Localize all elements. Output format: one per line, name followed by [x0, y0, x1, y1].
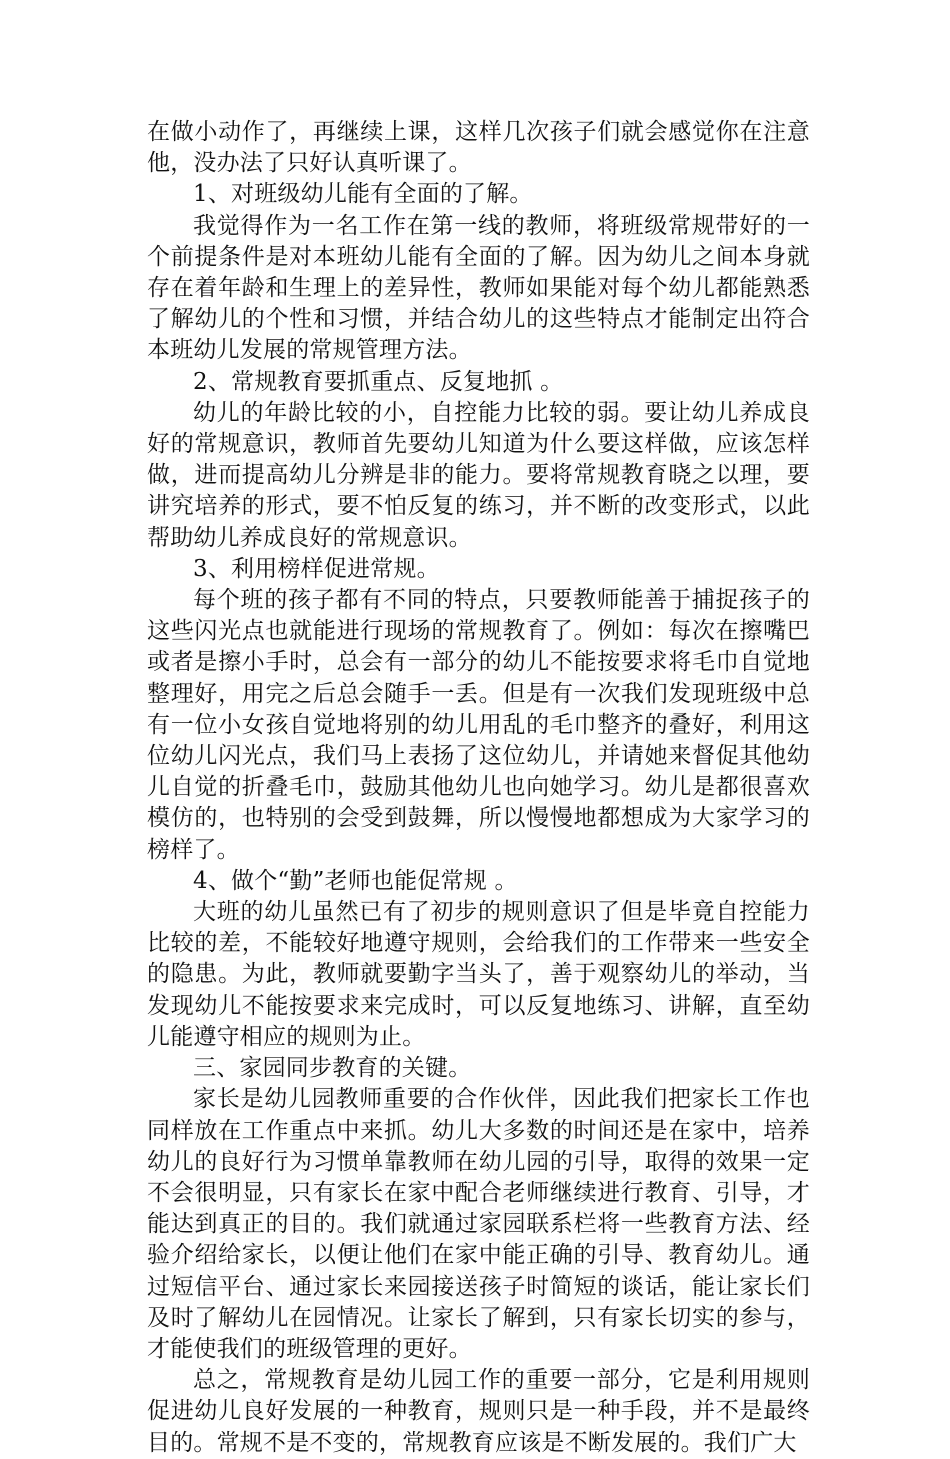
heading-focus-repeat: 2、常规教育要抓重点、反复地抓 。 — [193, 368, 564, 395]
document-page — [147, 117, 810, 1459]
paragraph-focus-repeat: 幼儿的年龄比较的小，自控能力比较的弱。要让幼儿养成良好的常规意识，教师首先要幼儿知道为什么要这样做，应该怎样做，进而提高幼儿分辨是非的能力。要将常规教育晓之以理，要讲究培养的形式，要不怕反复的练习，并不断的改变形式，以此帮助幼儿养成良好的常规意识。 — [147, 399, 810, 551]
heading-understand-children: 1、对班级幼儿能有全面的了解。 — [193, 181, 533, 208]
paragraph-diligent-teacher: 大班的幼儿虽然已有了初步的规则意识了但是毕竟自控能力比较的差，不能较好地遵守规则，会给我们的工作带来一些安全的隐患。为此，教师就要勤字当头了，善于观察幼儿的举动，当发现幼儿不能按要求来完成时，可以反复地练习、讲解，直至幼儿能遵守相应的规则为止。 — [147, 899, 810, 1050]
paragraph-conclusion: 总之，常规教育是幼儿园工作的重要一部分，它是利用规则促进幼儿良好发展的一种教育，规则只是一种手段，并不是最终目的。常规不是不变的，常规教育应该是不断发展的。我们广大 — [147, 1367, 810, 1456]
paragraph-role-models: 每个班的孩子都有不同的特点，只要教师能善于捕捉孩子的这些闪光点也就能进行现场的常规教育了。例如：每次在擦嘴巴或者是擦小手时，总会有一部分的幼儿不能按要求将毛巾自觉地整理好，用完之后总会随手一丢。但是有一次我们发现班级中总有一位小女孩自觉地将别的幼儿用乱的毛巾整齐的叠好，利用这位幼儿闪光点，我们马上表扬了这位幼儿，并请她来督促其他幼儿自觉的折叠毛巾，鼓励其他幼儿也向她学习。幼儿是都很喜欢模仿的，也特别的会受到鼓舞，所以慢慢地都想成为大家学习的榜样了。 — [147, 587, 810, 863]
heading-role-models: 3、利用榜样促进常规。 — [193, 555, 440, 582]
paragraph-continuation: 在做小动作了，再继续上课，这样几次孩子们就会感觉你在注意他，没办法了只好认真听课了。 — [147, 119, 810, 177]
heading-home-school: 三、家园同步教育的关键。 — [193, 1055, 472, 1082]
paragraph-understand-children: 我觉得作为一名工作在第一线的教师，将班级常规带好的一个前提条件是对本班幼儿能有全面的了解。因为幼儿之间本身就存在着年龄和生理上的差异性，教师如果能对每个幼儿都能熟悉了解幼儿的个性和习惯，并结合幼儿的这些特点才能制定出符合本班幼儿发展的常规管理方法。 — [147, 212, 810, 364]
heading-diligent-teacher: 4、做个“勤”老师也能促常规 。 — [193, 867, 518, 894]
paragraph-home-school: 家长是幼儿园教师重要的合作伙伴，因此我们把家长工作也同样放在工作重点中来抓。幼儿大多数的时间还是在家中，培养幼儿的良好行为习惯单靠教师在幼儿园的引导，取得的效果一定不会很明显，只有家长在家中配合老师继续进行教育、引导，才能达到真正的目的。我们就通过家园联系栏将一些教育方法、经验介绍给家长，以便让他们在家中能正确的引导、教育幼儿。通过短信平台、通过家长来园接送孩子时简短的谈话，能让家长们及时了解幼儿在园情况。让家长了解到，只有家长切实的参与，才能使我们的班级管理的更好。 — [147, 1086, 810, 1362]
